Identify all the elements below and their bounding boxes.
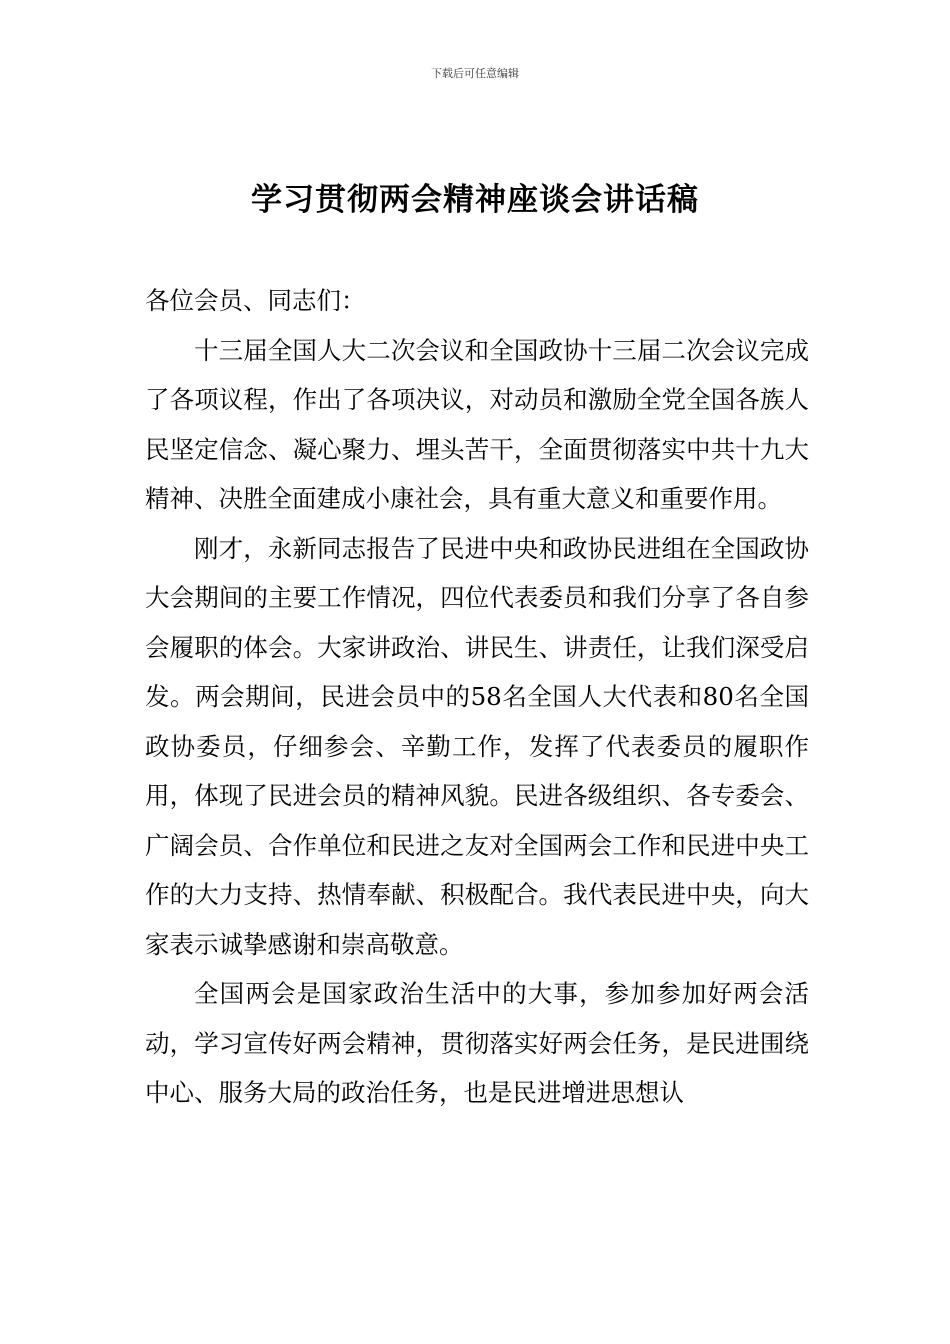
- salutation: 各位会员、同志们：: [145, 286, 366, 315]
- document-body: [145, 276, 809, 1118]
- header-note: 下载后可任意编辑: [431, 67, 519, 80]
- paragraph-1: 十三届全国人大二次会议和全国政协十三届二次会议完成了各项议程，作出了各项决议，对动员和激励全党全国各族人民坚定信念、凝心聚力、埋头苦干，全面贯彻落实中共十九大精神、决胜全面建成小康社会，具有重大意义和重要作用。: [145, 335, 809, 513]
- document-title: 学习贯彻两会精神座谈会讲话稿: [251, 182, 699, 218]
- paragraph-2: 刚才，永新同志报告了民进中央和政协民进组在全国政协大会期间的主要工作情况，四位代表委员和我们分享了各自参会履职的体会。大家讲政治、讲民生、讲责任，让我们深受启发。两会期间，民进会员中的58名全国人大代表和80名全国政协委员，仔细参会、辛勤工作，发挥了代表委员的履职作用，体现了民进会员的精神风貌。民进各级组织、各专委会、广阔会员、合作单位和民进之友对全国两会工作和民进中央工作的大力支持、热情奉献、积极配合。我代表民进中央，向大家表示诚挚感谢和崇高敬意。: [145, 533, 809, 959]
- paragraph-3: 全国两会是国家政治生活中的大事，参加参加好两会活动，学习宣传好两会精神，贯彻落实好两会任务，是民进围绕中心、服务大局的政治任务，也是民进增进思想认: [145, 979, 809, 1107]
